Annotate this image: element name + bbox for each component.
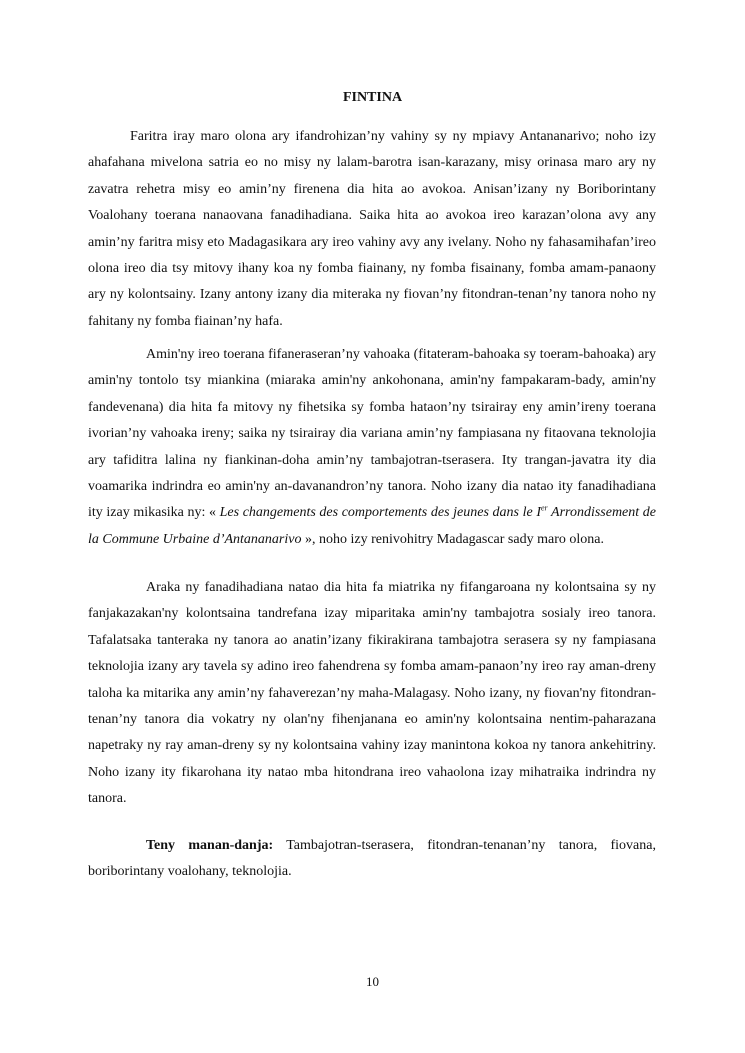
keywords-label: Teny manan-danja:: [146, 838, 274, 853]
page-title: FINTINA: [342, 90, 403, 105]
paragraph-2-italic-part-2: Arrondissement de la Commune Urbaine d’Antananarivo: [88, 505, 656, 547]
keywords-text: Tambajotran-tserasera, fitondran-tenanan’ny tanora, fiovana, boriborintany voalohany, teknolojia.: [88, 838, 656, 880]
paragraph-2-superscript: er: [540, 503, 548, 513]
paragraph-2: [88, 342, 656, 553]
paragraph-1: Faritra iray maro olona ary ifandrohizan’ny vahiny sy ny mpiavy Antananarivo; noho izy ahafahana mivelona satria eo no misy ny lalam-barotra isan-karazany, misy orinasa maro ary ny zavatra rehetra misy eo amin’ny firenena dia hita ao avokoa. Anisan’izany ny Boriborintany Voalohany toerana nanaovana fanadihadiana. Saika hita ao avokoa ireo karazan’olona avy any amin’ny faritra misy eto Madagasikara ary ireo vahiny avy any ivelany. Noho ny fahasamihafan’ireo olona ireo dia tsy mitovy ihany koa ny fomba fiainany, ny fomba fisainany, fomba amam-panaony ary ny kolontsainy. Izany antony izany dia miteraka ny fiovan’ny fitondran-tenan’ny tanora noho ny fahitany ny fomba fiainan’ny hafa.: [88, 129, 656, 329]
paragraph-3: Araka ny fanadihadiana natao dia hita fa miatrika ny fifangaroana ny kolontsaina sy ny fanjakazakan'ny kolontsaina tandrefana izay miparitaka amin'ny tambajotra sosialy ireo tanora. Tafalatsaka tanteraka ny tanora ao anatin’izany fikirakirana tambajotra serasera sy ny fampiasana teknolojia izany ary tavela sy adino ireo fahendrena sy fomba amam-panaon’ny ireo ray aman-dreny taloha ka mitarika any amin’ny fahaverezan’ny maha-Malagasy. Noho izany, ny fiovan'ny fitondran-tenan’ny tanora dia vokatry ny olan'ny fihenjanana eo amin'ny kolontsaina nentim-paharazana napetraky ny ray aman-dreny sy ny kolontsaina vahiny izay manintona kokoa ny tanora ankehitriny. Noho izany ity fikarohana ity natao mba hitondrana ireo vahaolona izay mihatraika indrindra ny tanora.: [88, 580, 656, 807]
keywords-paragraph: [88, 833, 656, 886]
page-number: 10: [366, 974, 379, 989]
paragraph-2-italic-part-1: Les changements des comportements des jeunes dans le I: [219, 505, 541, 521]
paragraph-2-text-after: », noho izy renivohitry Madagascar sady maro olona.: [301, 531, 604, 547]
paragraph-2-text: Amin'ny ireo toerana fifaneraseran’ny vahoaka (fitateram-bahoaka sy toeram-bahoaka) ary amin'ny tontolo tsy miankina (miaraka amin'ny ankohonana, amin'ny fampakaram-bady, amin'ny fandevenana) dia hita fa mitovy ny fihetsika sy fomba hataon’ny tsirairay eny amin’ireny toerana ivorian’ny vahoaka ireny; saika ny tsirairay dia variana amin’ny fampiasana ny fitaovana teknolojia ary tafiditra lalina ny fiankinan-doha amin’ny tambajotran-tserasera. Ity trangan-javatra ity dia voamarika indrindra eo amin'ny an-davanandron’ny tanora. Noho izany dia natao ity fanadihadiana ity izay mikasika ny: «: [88, 347, 656, 521]
